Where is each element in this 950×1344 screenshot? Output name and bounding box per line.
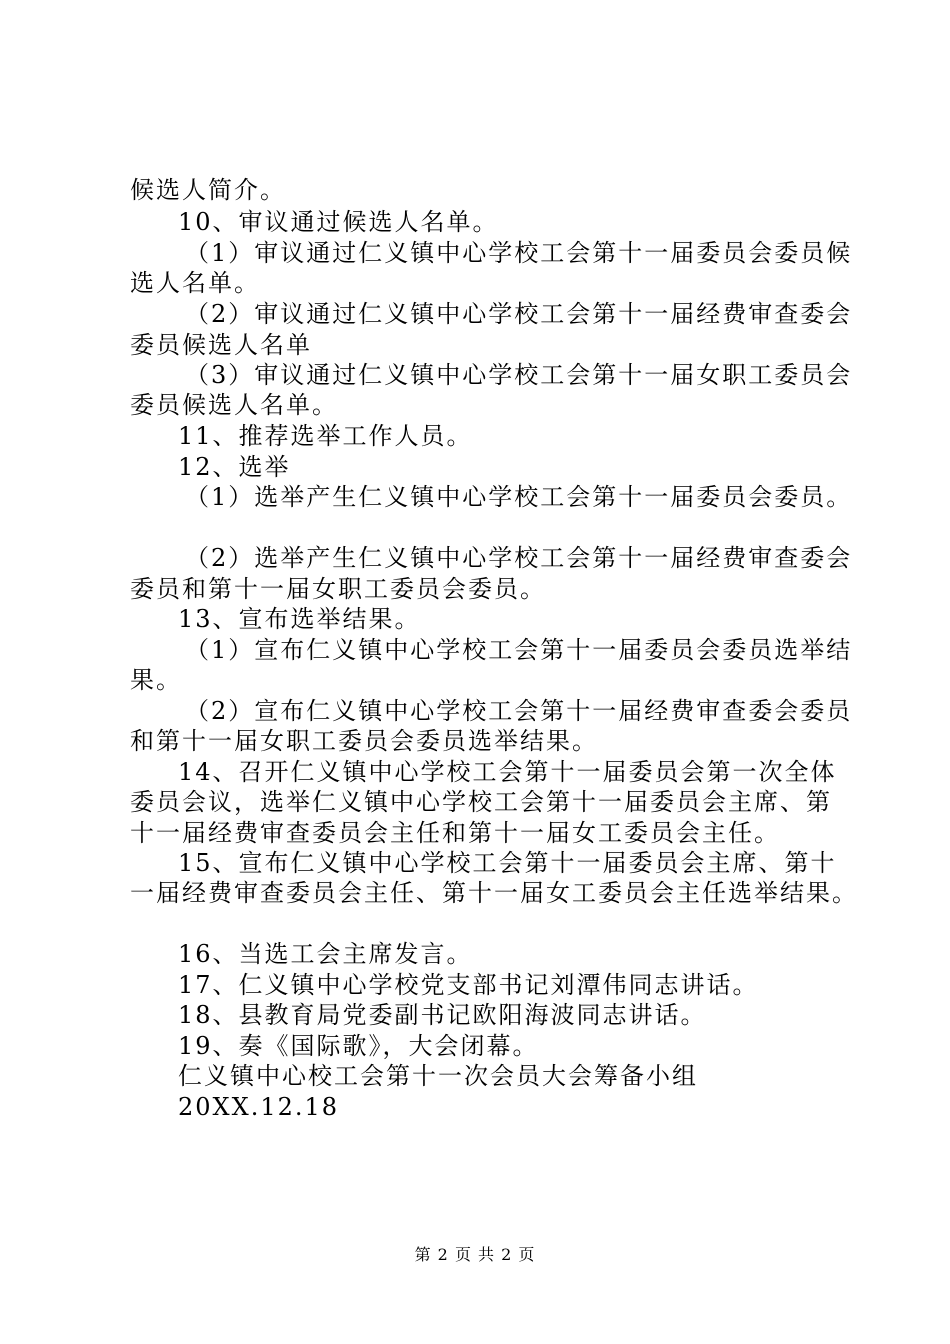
text-line: 委员候选人名单 <box>130 331 312 359</box>
text-line: 候选人简介。 <box>130 176 286 204</box>
text-line: 一届经费审查委员会主任、第十一届女工委员会主任选举结果。 <box>130 879 858 907</box>
text-line: （1）审议通过仁义镇中心学校工会第十一届委员会委员候 <box>185 239 853 267</box>
text-line: 10、审议通过候选人名单。 <box>178 208 499 236</box>
signature-org: 仁义镇中心校工会第十一次会员大会筹备小组 <box>178 1062 698 1090</box>
text-line: 果。 <box>130 666 182 694</box>
text-line: （2）审议通过仁义镇中心学校工会第十一届经费审查委会 <box>185 300 853 328</box>
text-line: 16、当选工会主席发言。 <box>178 940 473 968</box>
text-line: 14、召开仁义镇中心学校工会第十一届委员会第一次全体 <box>178 758 837 786</box>
text-line: （1）选举产生仁义镇中心学校工会第十一届委员会委员。 <box>185 483 853 511</box>
text-line: 12、选举 <box>178 453 291 481</box>
text-line: 17、仁义镇中心学校党支部书记刘潭伟同志讲话。 <box>178 971 759 999</box>
text-line: 19、奏《国际歌》，大会闭幕。 <box>178 1032 539 1060</box>
text-line: （2）选举产生仁义镇中心学校工会第十一届经费审查委会 <box>185 544 853 572</box>
text-line: 11、推荐选举工作人员。 <box>178 422 473 450</box>
text-line: 和第十一届女职工委员会委员选举结果。 <box>130 727 598 755</box>
signature-date: 20XX.12.18 <box>178 1093 340 1121</box>
text-line: 委员会议，选举仁义镇中心学校工会第十一届委员会主席、第 <box>130 788 832 816</box>
text-line: 选人名单。 <box>130 269 260 297</box>
text-line: （1）宣布仁义镇中心学校工会第十一届委员会委员选举结 <box>185 636 853 664</box>
text-line: 十一届经费审查委员会主任和第十一届女工委员会主任。 <box>130 819 780 847</box>
text-line: （3）审议通过仁义镇中心学校工会第十一届女职工委员会 <box>185 361 853 389</box>
page-number-footer: 第 2 页 共 2 页 <box>414 1245 536 1264</box>
text-line: 15、宣布仁义镇中心学校工会第十一届委员会主席、第十 <box>178 849 837 877</box>
text-line: （2）宣布仁义镇中心学校工会第十一届经费审查委会委员 <box>185 697 853 725</box>
text-line: 18、县教育局党委副书记欧阳海波同志讲话。 <box>178 1001 707 1029</box>
text-line: 委员候选人名单。 <box>130 391 338 419</box>
text-line: 13、宣布选举结果。 <box>178 605 421 633</box>
text-line: 委员和第十一届女职工委员会委员。 <box>130 575 546 603</box>
